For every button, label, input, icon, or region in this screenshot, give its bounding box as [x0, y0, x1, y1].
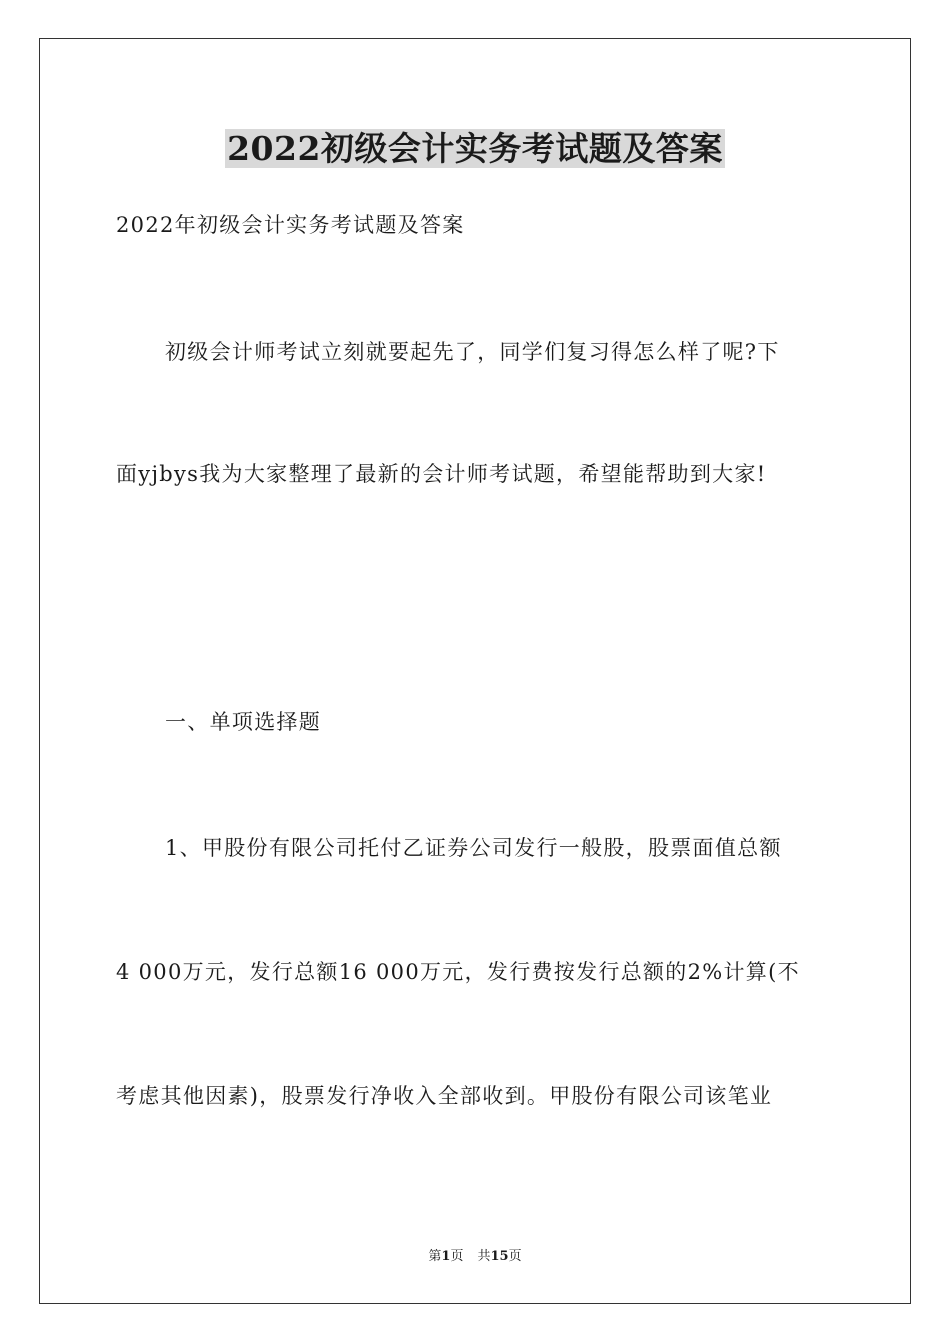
total-pages-number: 15	[490, 1249, 509, 1264]
document-title-text: 2022初级会计实务考试题及答案	[227, 129, 723, 168]
document-title	[0, 128, 950, 170]
question-1-line-2: 4 000万元，发行总额16 000万元，发行费按发行总额的2%计算(不	[116, 960, 800, 984]
document-subtitle: 2022年初级会计实务考试题及答案	[116, 213, 465, 237]
page-footer	[0, 1248, 950, 1266]
page-suffix: 页	[450, 1249, 464, 1264]
intro-paragraph-line-1: 初级会计师考试立刻就要起先了，同学们复习得怎么样了呢?下	[165, 340, 780, 364]
total-prefix: 共	[477, 1249, 491, 1264]
total-suffix: 页	[508, 1249, 522, 1264]
page-prefix: 第	[428, 1249, 442, 1264]
question-1-line-1: 1、甲股份有限公司托付乙证券公司发行一般股，股票面值总额	[165, 836, 782, 860]
current-page-number: 1	[441, 1249, 451, 1264]
intro-paragraph-line-2: 面yjbys我为大家整理了最新的会计师考试题，希望能帮助到大家!	[116, 462, 767, 486]
question-1-line-3: 考虑其他因素)，股票发行净收入全部收到。甲股份有限公司该笔业	[116, 1084, 773, 1108]
section-heading: 一、单项选择题	[165, 710, 322, 734]
